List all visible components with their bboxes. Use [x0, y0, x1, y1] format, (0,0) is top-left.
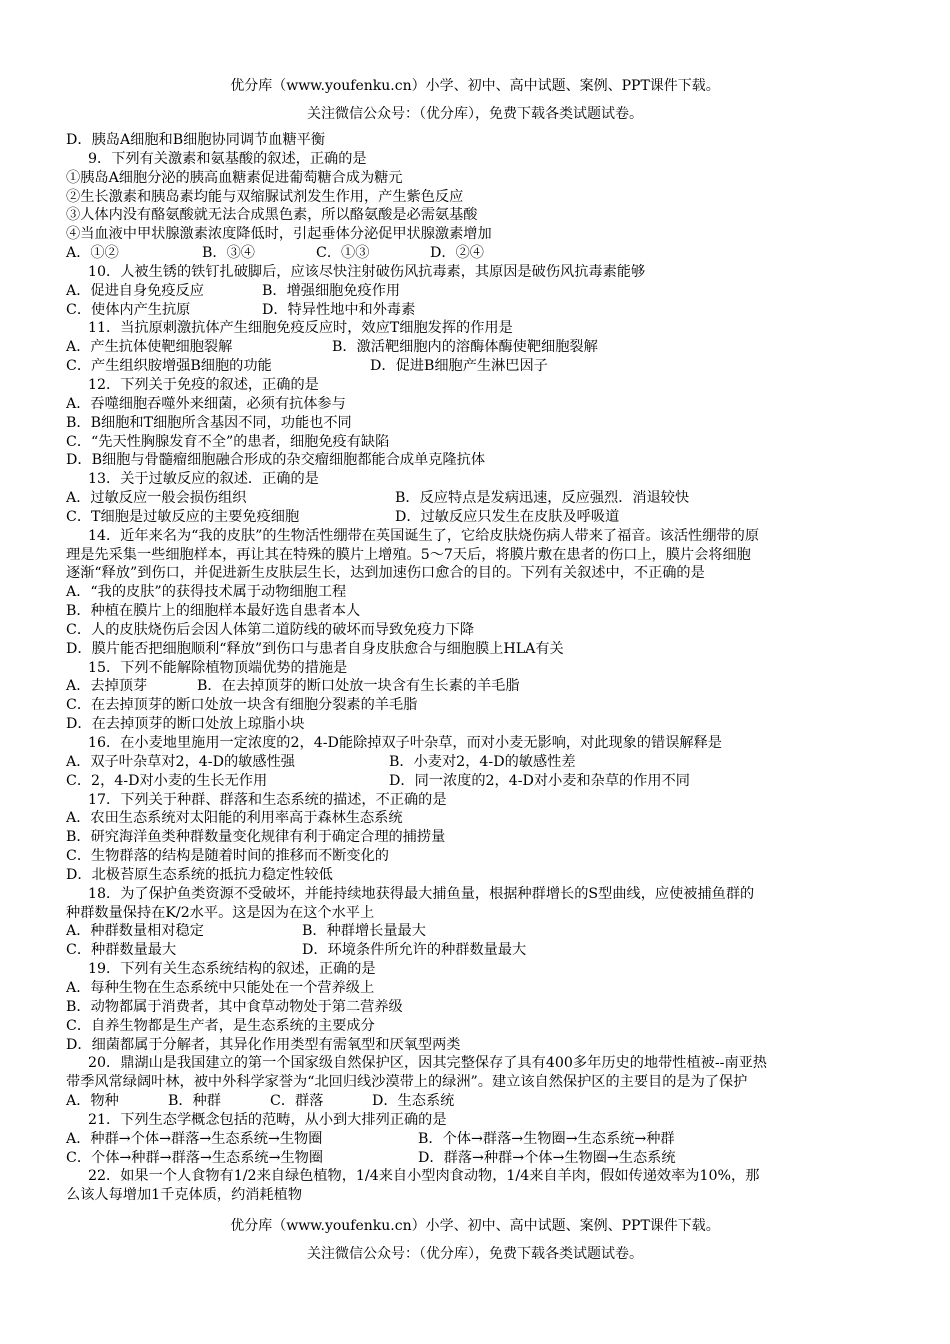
- answer-option: D．②④: [430, 245, 484, 262]
- answer-option: A．过敏反应一般会损伤组织: [66, 490, 247, 507]
- text-line: C．自养生物都是生产者，是生态系统的主要成分: [66, 1017, 375, 1034]
- text-line: 15．下列不能解除植物顶端优势的措施是: [88, 659, 348, 676]
- text-line: 19．下列有关生态系统结构的叙述，正确的是: [88, 961, 376, 978]
- header-line-2: 关注微信公众号：（优分库），免费下载各类试题试卷。: [307, 106, 643, 122]
- text-line: ③人体内没有酪氨酸就无法合成黑色素，所以酪氨酸是必需氨基酸: [66, 207, 478, 224]
- option-row: [66, 508, 881, 527]
- answer-option: A．物种: [66, 1093, 119, 1110]
- option-row: [66, 489, 881, 508]
- answer-option: D．特异性地中和外毒素: [262, 301, 416, 318]
- text-line: 12．下列关于免疫的叙述，正确的是: [88, 376, 319, 393]
- option-row: [66, 1130, 881, 1149]
- text-line: 种群数量保持在K/2水平。这是因为在这个水平上: [66, 904, 375, 921]
- option-row: [66, 282, 881, 301]
- text-line: 17．下列关于种群、群落和生态系统的描述，不正确的是: [88, 791, 447, 808]
- answer-option: D．群落→种群→个体→生物圈→生态系统: [418, 1149, 676, 1166]
- text-line: 11．当抗原刺激抗体产生细胞免疫反应时，效应T细胞发挥的作用是: [88, 320, 513, 337]
- option-row: [66, 677, 881, 696]
- answer-option: A．产生抗体使靶细胞裂解: [66, 339, 233, 356]
- text-line: ④当血液中甲状腺激素浓度降低时，引起垂体分泌促甲状腺激素增加: [66, 226, 492, 243]
- answer-option: C．产生组织胺增强B细胞的功能: [66, 358, 272, 375]
- answer-option: B．在去掉顶芽的断口处放一块含有生长素的羊毛脂: [197, 678, 520, 695]
- text-line: 16．在小麦地里施用一定浓度的2，4-D能除掉双子叶杂草，而对小麦无影响，对此现象的错误解释是: [88, 735, 722, 751]
- option-row: [66, 922, 881, 941]
- text-line: B．B细胞和T细胞所含基因不同，功能也不同: [66, 414, 352, 431]
- text-line: B．研究海洋鱼类种群数量变化规律有利于确定合理的捕捞量: [66, 829, 446, 846]
- answer-option: C．种群数量最大: [66, 942, 177, 959]
- text-line: 18．为了保护鱼类资源不受破坏，并能持续地获得最大捕鱼量，根据种群增长的S型曲线，应使被捕鱼群的: [88, 885, 755, 902]
- footer-line-2: 关注微信公众号：（优分库），免费下载各类试题试卷。: [307, 1246, 643, 1262]
- text-line: A．农田生态系统对太阳能的利用率高于森林生态系统: [66, 810, 403, 827]
- answer-option: C．个体→种群→群落→生态系统→生物圈: [66, 1149, 324, 1166]
- text-line: D．胰岛A细胞和B细胞协同调节血糖平衡: [66, 132, 326, 148]
- text-line: C．在去掉顶芽的断口处放一块含有细胞分裂素的羊毛脂: [66, 697, 418, 714]
- footer-line-1: 优分库（www.youfenku.cn）小学、初中、高中试题、案例、PPT课件下载。: [230, 1218, 720, 1234]
- text-line: D．B细胞与骨髓瘤细胞融合形成的杂交瘤细胞都能合成单克隆抗体: [66, 452, 486, 469]
- option-row: [66, 1092, 881, 1111]
- text-line: ②生长激素和胰岛素均能与双缩脲试剂发生作用，产生紫色反应: [66, 188, 464, 205]
- answer-option: C．使体内产生抗原: [66, 301, 191, 318]
- answer-option: C．2，4-D对小麦的生长无作用: [66, 772, 268, 789]
- answer-option: B．反应特点是发病迅速，反应强烈．消退较快: [395, 490, 690, 507]
- text-line: A．每种生物在生态系统中只能处在一个营养级上: [66, 979, 375, 996]
- text-line: 么该人每增加1千克体质，约消耗植物: [66, 1187, 303, 1204]
- answer-option: B．③④: [202, 245, 255, 262]
- header-line-1: 优分库（www.youfenku.cn）小学、初中、高中试题、案例、PPT课件下载。: [230, 78, 720, 94]
- option-row: [66, 753, 881, 772]
- answer-option: C．T细胞是过敏反应的主要免疫细胞: [66, 508, 300, 525]
- option-row: [66, 338, 881, 357]
- answer-option: A．去掉顶芽: [66, 678, 148, 695]
- answer-option: B．种群增长量最大: [302, 923, 426, 940]
- text-line: B．种植在膜片上的细胞样本最好选自患者本人: [66, 603, 361, 620]
- option-row: [66, 244, 881, 263]
- text-line: ①胰岛A细胞分泌的胰高血糖素促进葡萄糖合成为糖元: [66, 169, 403, 186]
- text-line: 13．关于过敏反应的叙述．正确的是: [88, 471, 319, 488]
- text-line: 20．鼎湖山是我国建立的第一个国家级自然保护区，因其完整保存了具有400多年历史的地带性植被--南亚热: [88, 1055, 767, 1072]
- answer-option: B．增强细胞免疫作用: [262, 282, 401, 299]
- answer-option: C．①③: [316, 245, 370, 262]
- text-line: D．细菌都属于分解者，其异化作用类型有需氧型和厌氧型两类: [66, 1036, 461, 1053]
- answer-option: B．小麦对2，4-D的敏感性差: [389, 753, 576, 770]
- answer-option: A．双子叶杂草对2，4-D的敏感性强: [66, 753, 295, 770]
- text-line: 逐渐“释放”到伤口，并促进新生皮肤层生长，达到加速伤口愈合的目的。下列有关叙述中，不正确的是: [66, 565, 705, 582]
- answer-option: B．激活靶细胞内的溶酶体酶使靶细胞裂解: [332, 339, 598, 356]
- answer-option: A．促进自身免疫反应: [66, 282, 204, 299]
- text-line: 14．近年来名为“我的皮肤”的生物活性绷带在英国诞生了，它给皮肤烧伤病人带来了福音。该活性绷带的原: [88, 527, 760, 544]
- option-row: [66, 1149, 881, 1168]
- answer-option: D．同一浓度的2，4-D对小麦和杂草的作用不同: [389, 772, 690, 789]
- answer-option: A．种群→个体→群落→生态系统→生物圈: [66, 1130, 323, 1147]
- answer-option: D．过敏反应只发生在皮肤及呼吸道: [395, 508, 620, 525]
- option-row: [66, 772, 881, 791]
- text-line: C．人的皮肤烧伤后会因人体第二道防线的破坏而导致免疫力下降: [66, 621, 475, 638]
- text-line: C．生物群落的结构是随着时间的推移而不断变化的: [66, 848, 389, 865]
- answer-option: D．促进B细胞产生淋巴因子: [370, 358, 548, 375]
- text-line: D．膜片能否把细胞顺利“释放”到伤口与患者自身皮肤愈合与细胞膜上HLA有关: [66, 640, 564, 657]
- text-line: 10．人被生锈的铁钉扎破脚后，应该尽快注射破伤风抗毒素，其原因是破伤风抗毒素能够: [88, 263, 646, 280]
- text-line: D．北极苔原生态系统的抵抗力稳定性较低: [66, 866, 333, 883]
- text-line: A．“我的皮肤”的获得技术属于动物细胞工程: [66, 584, 347, 601]
- text-line: D．在去掉顶芽的断口处放上琼脂小块: [66, 716, 305, 733]
- answer-option: C．群落: [270, 1093, 324, 1110]
- text-line: C．“先天性胸腺发育不全”的患者，细胞免疫有缺陷: [66, 433, 390, 450]
- answer-option: D．生态系统: [372, 1093, 455, 1110]
- answer-option: A．①②: [66, 245, 119, 262]
- text-line: B．动物都属于消费者，其中食草动物处于第二营养级: [66, 998, 403, 1015]
- answer-option: A．种群数量相对稳定: [66, 923, 204, 940]
- text-line: 22．如果一个人食物有1/2来自绿色植物，1/4来自小型肉食动物，1/4来自羊肉，假如传递效率为10%，那: [88, 1168, 760, 1185]
- answer-option: B．种群: [168, 1093, 221, 1110]
- option-row: [66, 301, 881, 320]
- answer-option: B．个体→群落→生物圈→生态系统→种群: [418, 1130, 675, 1147]
- text-line: A．吞噬细胞吞噬外来细菌，必须有抗体参与: [66, 395, 346, 412]
- text-line: 理是先采集一些细胞样本，再让其在特殊的膜片上增殖。5～7天后，将膜片敷在患者的伤口上，膜片会将细胞: [66, 546, 751, 563]
- question-content: [66, 131, 881, 1205]
- option-row: [66, 357, 881, 376]
- text-line: 9．下列有关激素和氨基酸的叙述，正确的是: [88, 150, 367, 167]
- answer-option: D．环境条件所允许的种群数量最大: [302, 942, 527, 959]
- text-line: 21．下列生态学概念包括的范畴，从小到大排列正确的是: [88, 1111, 447, 1128]
- option-row: [66, 941, 881, 960]
- text-line: 带季风常绿阔叶林，被中外科学家誉为“北回归线沙漠带上的绿洲”。建立该自然保护区的主要目的是为了保护: [66, 1074, 748, 1091]
